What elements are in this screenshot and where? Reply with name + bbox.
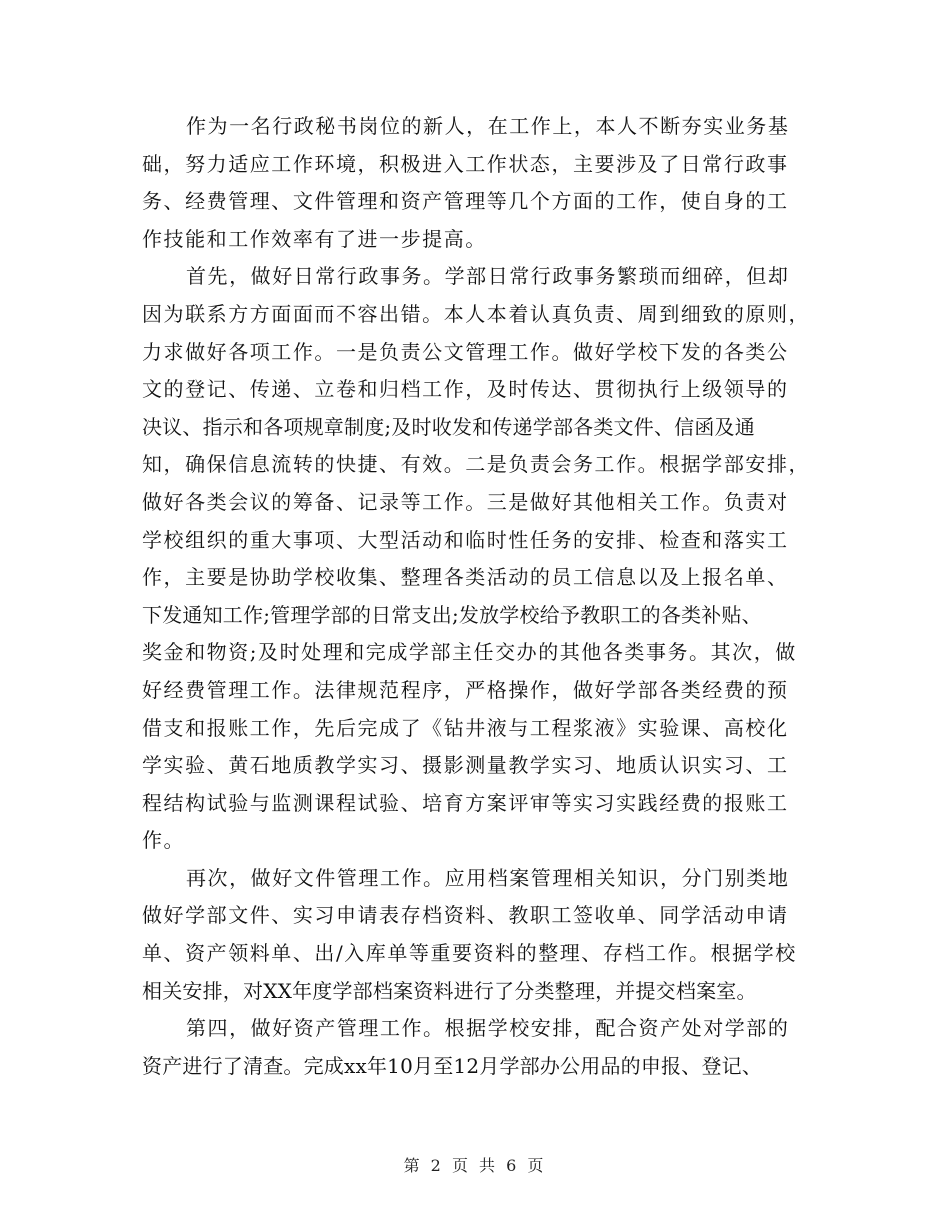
text-line: 奖金和物资;及时处理和完成学部主任交办的其他各类事务。其次，做: [142, 640, 797, 665]
text-line: 务、经费管理、文件管理和资产管理等几个方面的工作，使自身的工: [142, 189, 789, 214]
text-line: 程结构试验与监测课程试验、培育方案评审等实习实践经费的报账工: [142, 790, 789, 815]
text-line: 做好学部文件、实习申请表存档资料、教职工签收单、同学活动申请: [142, 903, 789, 928]
text-line: 首先，做好日常行政事务。学部日常行政事务繁琐而细碎，但却: [186, 264, 790, 289]
text-line: 资产进行了清查。完成xx年10月至12月学部办公用品的申报、登记、: [142, 1053, 763, 1078]
text-line: 单、资产领料单、出/入库单等重要资料的整理、存档工作。根据学校: [142, 941, 797, 966]
text-line: 因为联系方方面面而不容出错。本人本着认真负责、周到细致的原则，: [142, 301, 811, 326]
text-line: 再次，做好文件管理工作。应用档案管理相关知识，分门别类地: [186, 865, 790, 890]
document-body: [142, 108, 814, 1085]
text-line: 作技能和工作效率有了进一步提高。: [142, 226, 487, 251]
text-line: 学实验、黄石地质教学实习、摄影测量教学实习、地质认识实习、工: [142, 753, 789, 778]
text-line: 好经费管理工作。法律规范程序，严格操作，做好学部各类经费的预: [142, 677, 789, 702]
text-line: 相关安排，对XX年度学部档案资料进行了分类整理，并提交档案室。: [142, 978, 757, 1003]
text-line: 借支和报账工作，先后完成了《钻井液与工程浆液》实验课、高校化: [142, 715, 789, 740]
text-line: 第四，做好资产管理工作。根据学校安排，配合资产处对学部的: [186, 1016, 790, 1041]
text-line: 下发通知工作;管理学部的日常支出;发放学校给予教职工的各类补贴、: [142, 602, 762, 627]
text-line: 础，努力适应工作环境，积极进入工作状态，主要涉及了日常行政事: [142, 151, 789, 176]
text-line: 知，确保信息流转的快捷、有效。二是负责会务工作。根据学部安排，: [142, 452, 811, 477]
text-line: 力求做好各项工作。一是负责公文管理工作。做好学校下发的各类公: [142, 339, 789, 364]
text-line: 决议、指示和各项规章制度;及时收发和传递学部各类文件、信函及通: [142, 414, 755, 439]
page-number: 第 2 页 共 6 页: [403, 1156, 547, 1175]
text-line: 作，主要是协助学校收集、整理各类活动的员工信息以及上报名单、: [142, 565, 789, 590]
text-line: 文的登记、传递、立卷和归档工作，及时传达、贯彻执行上级领导的: [142, 377, 789, 402]
text-line: 做好各类会议的筹备、记录等工作。三是做好其他相关工作。负责对: [142, 489, 789, 514]
text-line: 作。: [142, 828, 186, 853]
text-line: 学校组织的重大事项、大型活动和临时性任务的安排、检查和落实工: [142, 527, 789, 552]
text-line: 作为一名行政秘书岗位的新人，在工作上，本人不断夯实业务基: [186, 114, 790, 138]
